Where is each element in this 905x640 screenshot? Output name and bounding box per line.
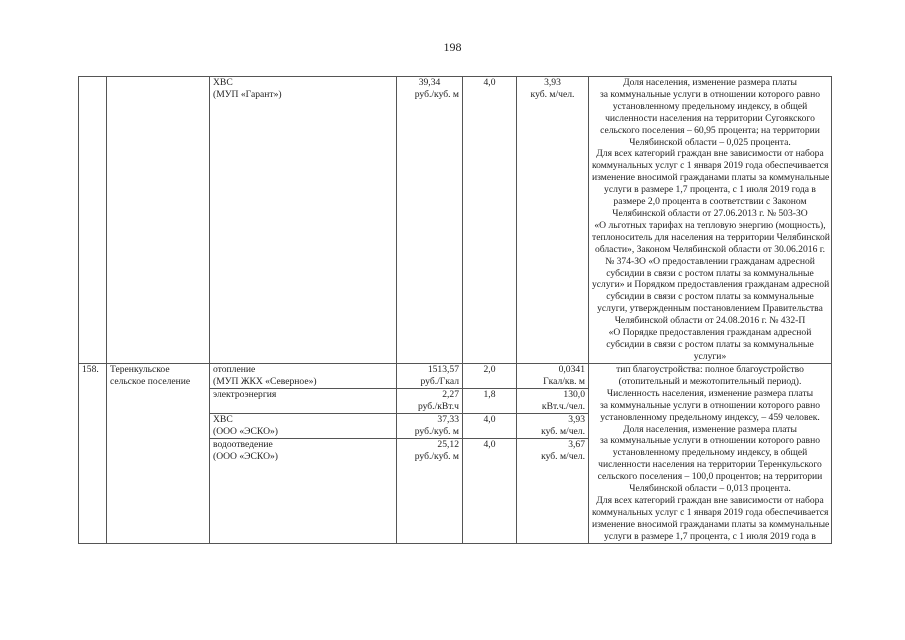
note-line: Для всех категорий граждан вне зависимости от набора — [596, 148, 824, 160]
row-number-cell — [79, 77, 107, 364]
tariff-unit: руб./куб. м — [414, 450, 459, 462]
standard-value: 3,93 — [568, 413, 585, 425]
service-name: электроэнергия — [213, 388, 277, 400]
note-line: услуги» — [693, 350, 727, 362]
note-line: Доля населения, изменение размера платы — [623, 423, 797, 435]
tariff-unit: руб./кВт.ч — [417, 400, 459, 412]
note-line: Для всех категорий граждан вне зависимости от набора — [596, 494, 824, 506]
service-cell — [210, 364, 397, 389]
tariff-value: 1513,57 — [427, 364, 459, 375]
service-cell — [210, 438, 397, 543]
tariff-cell — [397, 364, 463, 389]
settlement-name-suffix: сельское поселение — [110, 375, 191, 387]
table-row — [79, 77, 832, 364]
service-provider: (ООО «ЭСКО») — [213, 425, 278, 437]
service-provider: (ООО «ЭСКО») — [213, 450, 278, 462]
note-line: области», Законом Челябинской области от 30.06.2016 г. — [594, 243, 826, 255]
standard-value: 3,67 — [568, 438, 585, 450]
tariff-value: 25,12 — [437, 438, 459, 450]
growth-cell: 2,0 — [463, 364, 517, 389]
note-line: субсидии в связи с ростом платы за коммунальные — [606, 338, 814, 350]
growth-cell: 4,0 — [463, 438, 517, 543]
note-line: субсидии в связи с ростом платы за коммунальные — [606, 291, 814, 303]
note-line: тип благоустройства: полное благоустройство — [616, 364, 804, 375]
note-line: коммунальных услуг с 1 января 2019 года обеспечивается — [592, 160, 829, 172]
note-line: численности населения на территории Теренкульского — [598, 459, 822, 471]
service-name: водоотведение — [213, 438, 273, 450]
note-line: Челябинской области – 0,025 процента. — [629, 136, 791, 148]
note-line: услуги в размере 1,7 процента, с 1 июля 2019 года в — [604, 184, 816, 196]
settlement-name-cell — [107, 364, 210, 544]
note-line: Численность населения, изменение размера платы — [606, 387, 814, 399]
standard-unit: кВт.ч./чел. — [541, 400, 585, 412]
note-cell — [589, 77, 832, 364]
note-line: установленному предельному индексу, – 459 человек. — [600, 411, 820, 423]
growth-cell: 1,8 — [463, 388, 517, 413]
tariff-table — [78, 76, 832, 544]
service-provider: (МУП ЖКХ «Северное») — [213, 375, 317, 387]
tariff-unit: руб./куб. м — [414, 88, 459, 100]
note-line: изменение вносимой гражданами платы за коммунальные — [592, 518, 830, 530]
standard-cell — [517, 413, 589, 438]
note-line: Челябинской области от 27.06.2013 г. № 503-ЗО — [612, 207, 808, 219]
note-cell — [589, 364, 832, 544]
standard-cell — [517, 438, 589, 543]
standard-value: 3,93 — [544, 77, 561, 88]
note-line: Челябинской области от 24.08.2016 г. № 432-П — [614, 315, 806, 327]
note-line: размере 2,0 процента в соответствии с Законом — [613, 196, 807, 208]
standard-value: 130,0 — [563, 388, 585, 400]
tariff-unit: руб./Гкал — [420, 375, 459, 387]
note-line: (отопительный и межотопительный период). — [618, 375, 802, 387]
note-line: коммунальных услуг с 1 января 2019 года обеспечивается — [592, 506, 829, 518]
standard-unit: куб. м/чел. — [541, 450, 585, 462]
tariff-cell — [397, 388, 463, 413]
row-number-cell: 158. — [79, 364, 107, 544]
note-line: за коммунальные услуги в отношении которого равно — [599, 399, 821, 411]
tariff-cell — [397, 438, 463, 543]
standard-cell — [517, 364, 589, 389]
tariff-unit: руб./куб. м — [414, 425, 459, 437]
settlement-name: Теренкульское — [110, 364, 170, 375]
note-line: за коммунальные услуги в отношении которого равно — [599, 88, 821, 100]
note-line: численности населения на территории Сугоякского — [605, 112, 815, 124]
note-line: «О Порядке предоставления гражданам адресной — [608, 327, 812, 339]
note-line: Доля населения, изменение размера платы — [623, 77, 797, 88]
note-line: услуги» и Порядком предоставления гражданам адресной — [592, 279, 830, 291]
service-name: ХВС — [213, 413, 233, 425]
note-line: услуги в размере 1,7 процента, с 1 июля 2019 года в — [604, 530, 816, 542]
growth-cell: 4,0 — [463, 77, 517, 364]
note-line: за коммунальные услуги в отношении которого равно — [599, 435, 821, 447]
service-name: ХВС — [213, 77, 233, 88]
note-line: субсидии в связи с ростом платы за коммунальные — [606, 267, 814, 279]
standard-unit: куб. м/чел. — [541, 425, 585, 437]
note-line: № 374-ЗО «О предоставлении гражданам адресной — [605, 255, 815, 267]
note-line: теплоноситель для населения на территории Челябинской — [592, 231, 830, 243]
standard-value: 0,0341 — [558, 364, 585, 375]
note-line: установленному предельному индексу, в общей — [612, 447, 808, 459]
standard-cell — [517, 388, 589, 413]
service-cell — [210, 388, 397, 413]
note-line: «О льготных тарифах на тепловую энергию (мощность), — [594, 219, 826, 231]
note-line: сельского поселения – 60,95 процента; на территории — [600, 124, 820, 136]
growth-cell: 4,0 — [463, 413, 517, 438]
standard-unit: куб. м/чел. — [530, 88, 575, 100]
note-line: Челябинской области – 0,013 процента. — [629, 483, 791, 495]
service-provider: (МУП «Гарант») — [213, 88, 282, 100]
note-line: сельского поселения – 100,0 процентов; на территории — [597, 471, 823, 483]
note-line: изменение вносимой гражданами платы за коммунальные — [592, 172, 830, 184]
standard-cell — [517, 77, 589, 364]
settlement-name-cell — [107, 77, 210, 364]
tariff-value: 39,34 — [418, 77, 441, 88]
note-line: установленному предельному индексу, в общей — [612, 100, 808, 112]
tariff-cell — [397, 77, 463, 364]
service-cell — [210, 77, 397, 364]
tariff-value: 2,27 — [442, 388, 459, 400]
tariff-value: 37,33 — [437, 413, 459, 425]
table-row — [79, 364, 832, 389]
tariff-cell — [397, 413, 463, 438]
page-number: 198 — [443, 40, 462, 54]
note-line: услуги, утвержденным постановлением Правительства — [597, 303, 823, 315]
service-cell — [210, 413, 397, 438]
service-name: отопление — [213, 364, 256, 375]
standard-unit: Гкал/кв. м — [543, 375, 585, 387]
